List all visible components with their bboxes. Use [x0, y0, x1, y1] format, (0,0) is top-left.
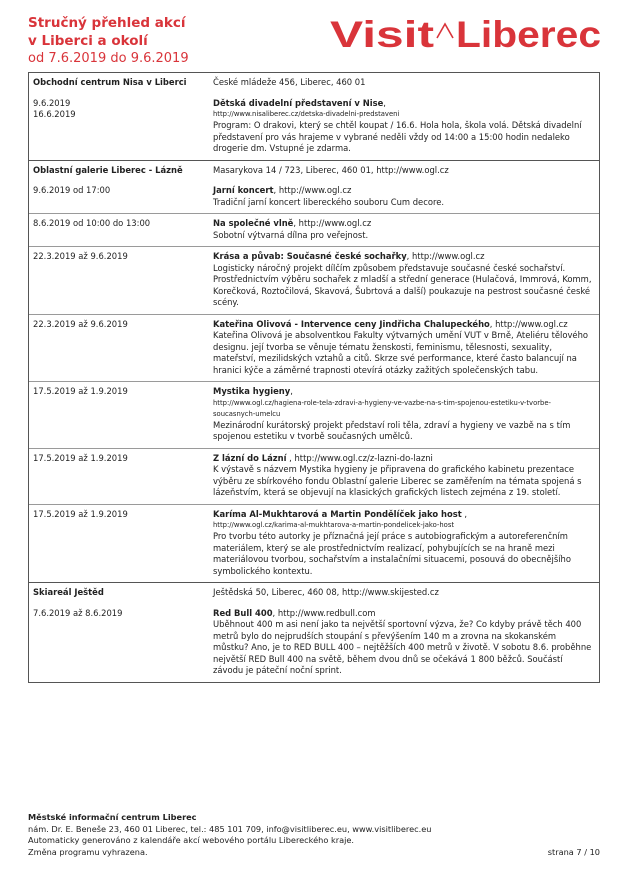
venue-address: České mládeže 456, Liberec, 460 01 [213, 77, 366, 87]
event-description: Uběhnout 400 m asi není jako ta největší sportovní výzva, že? Co kdyby právě těch 400 metrů bylo do nejprudších stoupání s převýšením 140 m a zrovna na skokanském můstku? Ano, je to RED BULL 400 – nejtěžších 400 metrů v životě. V sobotu 8.6. proběhne největší RED Bull 400 na světě, během dvou dnů se očekává 1 800 běžců. Součástí závodu je páteční noční sprint. [213, 619, 592, 675]
event-description: Tradiční jarní koncert libereckého souboru Cum decore. [213, 196, 445, 207]
event-title[interactable]: Dětská divadelní představení v Nise [213, 97, 384, 108]
event-description: Program: O drakovi, který se chtěl koupat / 16.6. Hola hola, škola volá. Dětská divadelní představení pro vás hrajeme v vybrané neděli vždy od 14:00 a 15:00 hodin nedaleko drogerie dm. Vstupné je zdarma. [213, 120, 582, 153]
event-title-suffix: , [290, 386, 293, 396]
event-title[interactable]: Krása a půvab: Současné české sochařky [213, 251, 407, 261]
event-title[interactable]: Na společné vlně [213, 218, 294, 228]
event-description: Mezinárodní kurátorský projekt představí roli těla, zdraví a hygieny ve vazbě na s tím spojenou estetiku v tvorbě současných umělců. [213, 419, 571, 441]
event-description: K výstavě s názvem Mystika hygieny je připravena do grafického kabinetu prezentace výběru ze sbírkového fondu Oblastní galerie Liberec se zaměřením na témata spojená s lázeňstvím, která se objevují na klasických grafických listech zejména z 19. století. [213, 464, 582, 497]
venue-name: Oblastní galerie Liberec - Lázně [33, 164, 183, 175]
event-description: Kateřina Olivová je absolventkou Fakulty výtvarných umění VUT v Brně, Ateliéru tělového designu. její tvorba se věnuje tématu ženskosti, feminismu, tělesnosti, sexuality, mateřství, mezilidských vztahů a citů. Skrze své performance, které často balancují na hranici kýče a záměrné trapnosti otevírá otázky zažitých společenských tabu. [213, 330, 589, 375]
event-date: 8.6.2019 od 10:00 do 13:00 [33, 218, 151, 228]
event-date: 9.6.2019 od 17:00 [33, 185, 111, 195]
event-date-end: 16.6.2019 [33, 109, 76, 119]
event-row [29, 604, 599, 682]
event-title[interactable]: Mystika hygieny [213, 386, 291, 396]
date-range: od 7.6.2019 do 9.6.2019 [28, 51, 189, 66]
event-description: Logisticky náročný projekt dílčím způsobem představuje současné české sochařství. Prostřednictvím výběru sochařek z mladší a střední generace (Hulačová, Immrová, Komm, Korečková, Roztočilová, Skavová, Šubrtová a další) poukazuje na pestrost současné české scény. [213, 262, 592, 307]
event-row [29, 504, 599, 583]
event-row [29, 94, 599, 160]
event-title-suffix: , [383, 97, 386, 108]
event-title[interactable]: Jarní koncert [213, 185, 274, 195]
page-number: strana 7 / 10 [547, 846, 600, 857]
event-title[interactable]: Red Bull 400 [213, 607, 273, 618]
events-table [28, 72, 600, 683]
logo-text-liberec: Liberec [456, 14, 601, 55]
event-link[interactable]: http://www.ogl.cz/karima-al-mukhtarova-a-martin-pondelicek-jako-host [213, 521, 455, 529]
venue-row [29, 73, 599, 94]
event-date: 22.3.2019 až 9.6.2019 [33, 318, 128, 329]
event-row [29, 448, 599, 504]
event-date: 22.3.2019 až 9.6.2019 [33, 251, 128, 261]
visit-liberec-logo [330, 12, 602, 56]
venue-name: Skiareál Ještěd [33, 587, 104, 597]
venue-address: Ještědská 50, Liberec, 460 08, http://www.skijested.cz [213, 587, 439, 597]
venue-address: Masarykova 14 / 723, Liberec, 460 01, http://www.ogl.cz [213, 164, 449, 175]
event-row [29, 314, 599, 382]
event-title-suffix: , http://www.ogl.cz [406, 251, 485, 261]
event-title-suffix: , http://www.ogl.cz [293, 218, 372, 228]
event-link-continued[interactable]: soucasnych-umelcu [213, 409, 281, 418]
event-description: Sobotní výtvarná dílna pro veřejnost. [213, 229, 369, 240]
event-title[interactable]: Karíma Al-Mukhtarová a Martin Pondělíček jako host [213, 508, 462, 519]
event-row [29, 181, 599, 213]
event-row [29, 381, 599, 448]
venue-row [29, 582, 599, 604]
event-date: 9.6.2019 [33, 97, 71, 108]
event-date: 17.5.2019 až 1.9.2019 [33, 452, 128, 463]
venue-name: Obchodní centrum Nisa v Liberci [33, 77, 187, 87]
event-title-suffix: , http://www.ogl.cz [489, 318, 568, 329]
event-title-suffix: , [461, 508, 468, 519]
event-title-suffix: , http://www.redbull.com [272, 607, 376, 618]
footer-contact: nám. Dr. E. Beneše 23, 460 01 Liberec, tel.: 485 101 709, info@visitliberec.eu, www.visitliberec.eu [28, 823, 432, 834]
event-link[interactable]: http://www.nisaliberec.cz/detska-divadelni-predstaveni [213, 110, 400, 118]
event-title-suffix: , http://www.ogl.cz/z-lazni-do-lazni [286, 452, 433, 463]
footer-organization: Městské informační centrum Liberec [28, 812, 197, 822]
logo-text-visit: Visit [330, 14, 434, 55]
event-date: 7.6.2019 až 8.6.2019 [33, 607, 123, 618]
logo-caret-icon [437, 24, 453, 38]
footer-note: Změna programu vyhrazena. [28, 846, 148, 857]
event-date: 17.5.2019 až 1.9.2019 [33, 386, 128, 396]
event-row [29, 246, 599, 314]
venue-row [29, 160, 599, 182]
event-title[interactable]: Kateřina Olivová - Intervence ceny Jindřicha Chalupeckého [213, 318, 490, 329]
event-description: Pro tvorbu této autorky je příznačná její práce s autobiografickým a autoreferenčním materiálem, který se ale prostřednictvím realizací, pohybujících se na hraně mezi materiálovou tvorbou, sochařstvím a instalačními situacemi, posouvá do obecnějšího symbolického kontextu. [213, 531, 571, 576]
footer-note: Automaticky generováno z kalendáře akcí webového portálu Libereckého kraje. [28, 835, 355, 845]
event-title-suffix: , http://www.ogl.cz [273, 185, 352, 195]
event-title[interactable]: Z lázní do Lázní [213, 452, 287, 463]
event-link[interactable]: http://www.ogl.cz/hagiena-role-tela-zdravi-a-hygieny-ve-vazbe-na-s-tim-spojenou-estetiku-v-tvorbe- [213, 398, 551, 407]
footer [28, 812, 600, 858]
page-title-line-2: v Liberci a okolí [28, 33, 148, 49]
event-row [29, 213, 599, 246]
page-title-line-1: Stručný přehled akcí [28, 15, 186, 31]
event-date: 17.5.2019 až 1.9.2019 [33, 508, 128, 519]
